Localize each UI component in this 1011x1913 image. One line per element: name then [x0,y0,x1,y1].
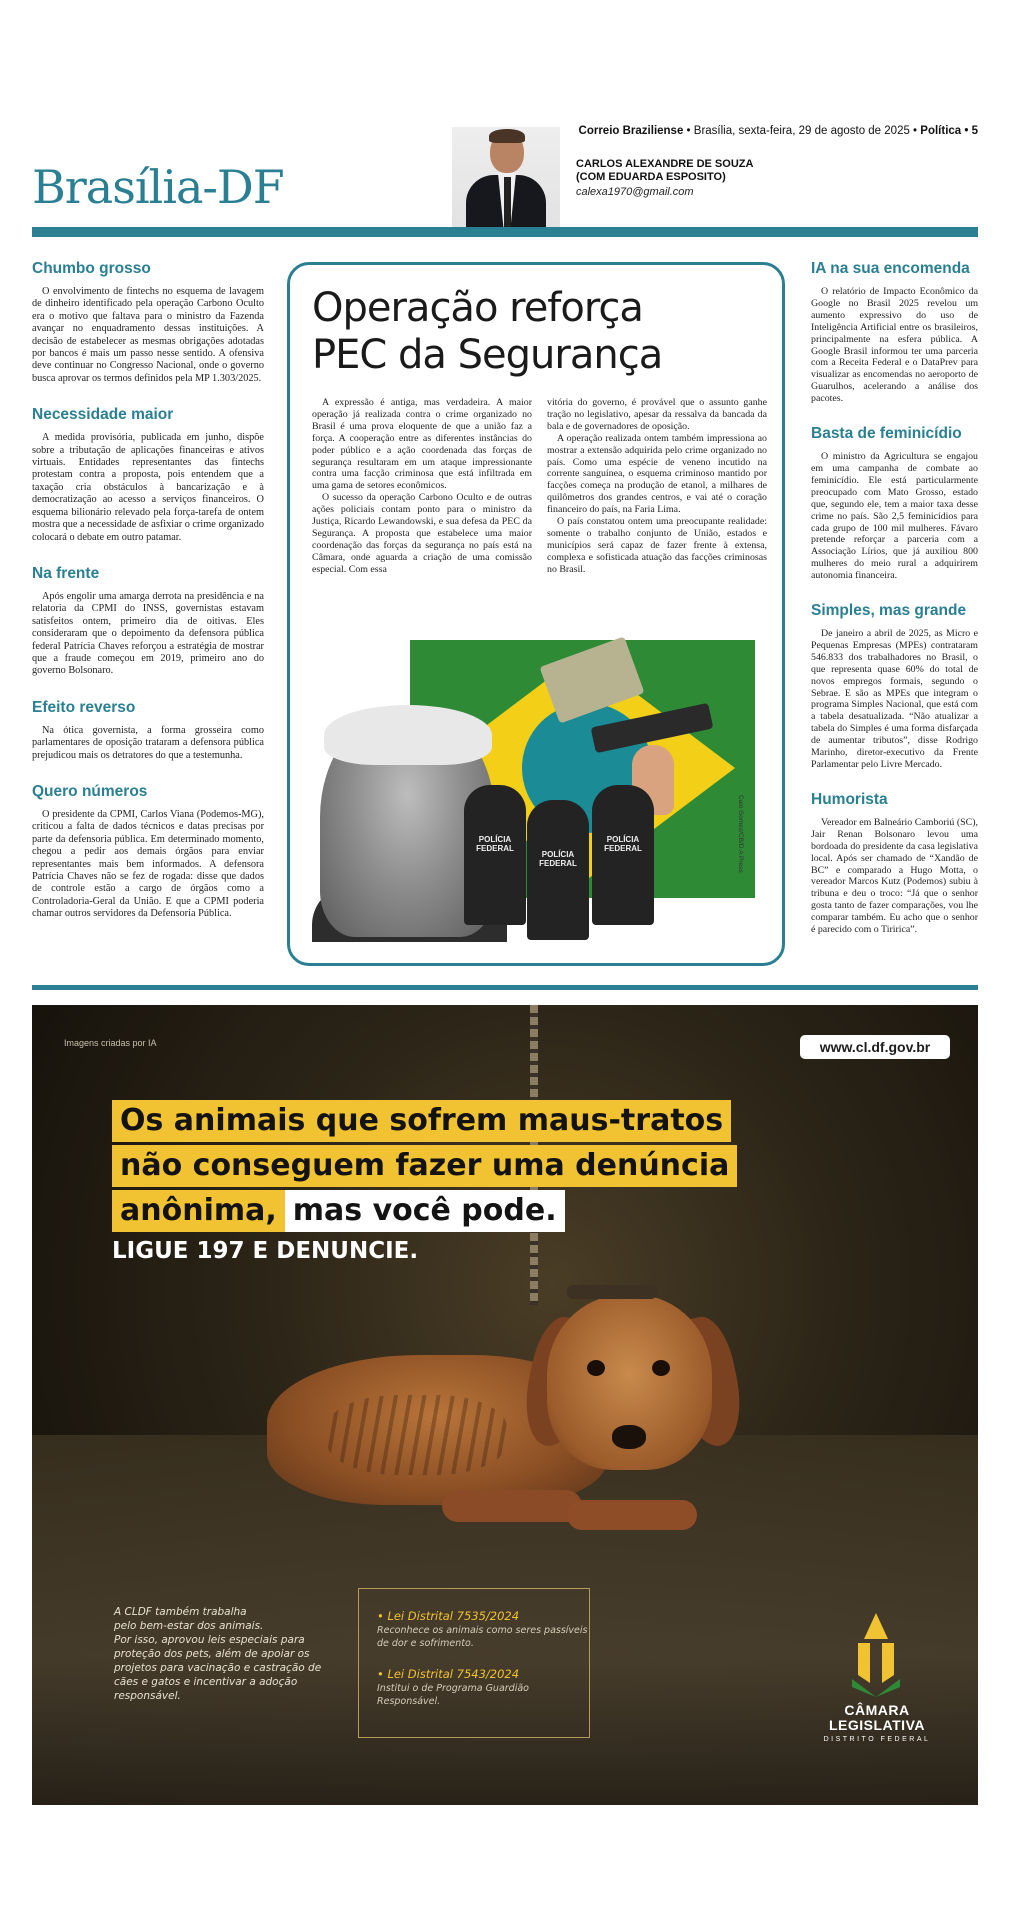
note-title: Basta de feminicídio [811,425,962,443]
article-headline [312,285,772,379]
note-title: Necessidade maior [32,406,174,424]
illustration-credit: Caio Gomez/CB/D.A Press [737,795,744,873]
note-humorista [811,791,978,936]
dog-illustration [267,1275,782,1575]
laws-box [358,1588,590,1738]
note-text: A medida provisória, publicada em junho, dispõe sobre a tributação de aplicações financeiras e ativos virtuais. Entidades representantes das fintechs protestam contra a proposta, pois entendem que a taxação cria obstáculos à bancarização e à democratização ao acesso a serviços financeiros. O esquema bilionário relevado pela força-tarefa de ontem mostra que a necessidade de asfixiar o crime organizado colocará o debate em outro patamar. [32,432,264,543]
note-chumbo-grosso [32,260,264,385]
note-necessidade-maior [32,406,264,544]
note-text: Após engolir uma amarga derrota na presidência e na relatoria da CPMI do INSS, governistas estavam satisfeitos ontem, primeiro dia de oitivas. Eles consideraram que o depoimento da defensora pública federal Patrícia Chaves reforçou a estratégia de mostrar que a fraude começou em 2019, primeiro ano do governo Bolsonaro. [32,590,264,677]
note-efeito-reverso [32,699,264,762]
author-name-line2: (COM EDUARDA ESPOSITO) [576,171,726,183]
headline-line2: PEC da Segurança [312,332,663,378]
ad-call-to-action: LIGUE 197 E DENUNCIE. [112,1238,419,1264]
note-title: Quero números [32,782,148,800]
note-basta-feminicidio [811,425,978,582]
right-column [811,260,978,956]
header-rule [32,227,978,237]
police-agent: POLÍCIA FEDERAL [592,785,654,925]
ad-body-text: A CLDF também trabalha pelo bem-estar dos animais. Por isso, aprovou leis especiais para proteção dos pets, além de apoiar os projetos para vacinação e castração de cães e gatos e incentivar a adoção responsável. [114,1606,322,1702]
note-text: O ministro da Agricultura se engajou em uma campanha de combate ao feminicídio. Ele está particularmente preocupado com Mato Grosso, estado que, segundo ele, tem a maior taxa desse crime no país. São 2,5 feminicídios para cada grupo de 100 mil mulheres. Fávaro pretende reforçar a parceria com a Associação Lírios, que já auxiliou 800 mulheres do meio rural a adquirirem autonomia financeira. [811,451,978,582]
article-illustration [312,635,760,942]
note-title: Efeito reverso [32,698,136,716]
article-paragraph: O sucesso da operação Carbono Oculto e de outras ações policiais contam ponto para o ministro da Justiça, Ricardo Lewandowski, e sua defesa da PEC da Segurança. A proposta que estabelece uma maior coordenação das forças da segurança no país está na Câmara, onde aguarda a criação de uma comissão especial. Com essa [312,492,532,575]
camara-legislativa-logo: CÂMARA LEGISLATIVA DISTRITO FEDERAL [822,1613,932,1753]
section-title: Brasília-DF [32,160,284,214]
note-title: Na frente [32,564,100,582]
dateline [579,125,978,137]
page-header [32,115,978,227]
article-paragraph: vitória do governo, é provável que o assunto ganhe tração no legislativo, apesar da ressalva da bancada da bala e de governadores de oposição. [547,397,767,432]
note-text: Na ótica governista, a forma grosseira como parlamentares de oposição trataram a defensora pública prejudicou mais os detratores do que a testemunha. [32,724,264,761]
note-text: De janeiro a abril de 2025, as Micro e Pequenas Empresas (MPEs) contrataram 546.833 dos trabalhadores no Brasil, o que representa quase 60% do total de novos empregos formais, segundo o Sebrae. E são as MPEs que integram o programa Simples Nacional, que está com a tabela desatualizada. “Não atualizar a tabela do Simples é uma forma disfarçada de aumentar tributos”, disse Rodrigo Marinho, diretor-executivo da Frente Parlamentar pelo Livre Mercado. [811,628,978,770]
note-text: Vereador em Balneário Camboriú (SC), Jair Renan Bolsonaro levou uma bordoada do presidente da casa legislativa local. Após ser chamado de “Xandão de BC” e comparado a Hugo Motta, o vereador Marcos Kutz (Podemos) subiu à tribuna e deu o troco: “Já que o senhor gosta tanto de fazer comparações, vou lhe comparar também. Eu acho que o senhor é parecido com o Tiririca”. [811,816,978,936]
section-divider [32,985,978,990]
article-paragraph: A expressão é antiga, mas verdadeira. A maior operação já realizada contra o crime organizado no Brasil é uma prova eloquente de que a união faz a força. A cooperação entre as diferentes instâncias do poder público e a ação coordenada das forças de segurança resultaram em um ataque impressionante contra uma facção criminosa que está infiltrada em uma gama de setores econômicos. [312,397,532,492]
law-7535: • Lei Distrital 7535/2024 Reconhece os animais como seres passíveis de dor e sofrimento. [377,1609,588,1649]
note-title: Humorista [811,790,888,808]
note-title: Simples, mas grande [811,602,967,620]
left-column [32,260,264,942]
ad-headline-line2: não conseguem fazer uma denúncia [112,1145,737,1187]
ad-url[interactable]: www.cl.df.gov.br [800,1035,950,1059]
note-ia-encomenda [811,260,978,405]
note-text: O envolvimento de fintechs no esquema de lavagem de dinheiro identificado pela operação Carbono Oculto era o motivo que faltava para o ministro da Fazenda avançar no enquadramento dessas instituições. A decisão de estabelecer as mesmas obrigações adotadas por bancos é mais um passo nesse sentido. A ofensiva deve continuar no Congresso Nacional, onde o governo busca aprovar os termos definidos pela MP 1.303/2025. [32,286,264,384]
headline-line1: Operação reforça [312,285,643,331]
note-na-frente [32,565,264,678]
article-paragraph: O país constatou ontem uma preocupante realidade: somente o trabalho conjunto de União, estados e municípios será capaz de fazer frente à extensa, complexa e sofisticada atuação das facções criminosas no Brasil. [547,516,767,575]
note-title: IA na sua encomenda [811,260,970,277]
article-column-2 [547,397,767,576]
author-block [576,158,753,198]
note-text: O presidente da CPMI, Carlos Viana (Podemos-MG), criticou a falta de dados técnicos e datas precisas por parte da defensoria pública. Em determinado momento, chegou a pedir aos demais órgãos para enviar representantes mais bem informados. A defensora Patrícia Chaves não se fez de rogada: disse que dados de controle estão a cargo de órgãos como a Controladoria-Geral da União. E que a CPMI poderia chamar outros servidores da Defensoria Pública. [32,808,264,920]
advertisement[interactable] [32,1005,978,1805]
main-article-box [287,262,785,966]
police-agent: POLÍCIA FEDERAL [464,785,526,925]
note-simples-grande [811,602,978,771]
ad-headline-line1: Os animais que sofrem maus-tratos [112,1100,731,1142]
author-email[interactable]: calexa1970@gmail.com [576,186,694,198]
dateline-section: Política • 5 [920,125,978,137]
author-name-line1: CARLOS ALEXANDRE DE SOUZA [576,158,754,170]
law-7543: • Lei Distrital 7543/2024 Institui o de Programa Guardião Responsável. [377,1667,529,1707]
police-agent: POLÍCIA FEDERAL [527,800,589,940]
article-column-1 [312,397,532,576]
cldf-emblem-icon [850,1613,902,1697]
ad-headline-line3: anônima, mas você pode. [112,1190,565,1232]
ad-ai-tag: Imagens criadas por IA [64,1038,157,1048]
dateline-paper: Correio Braziliense [578,125,684,137]
article-paragraph: A operação realizada ontem também impressiona ao mostrar a extensão adquirida pelo crime organizado no país. Como uma espécie de veneno incutido na corrente sanguínea, o esquema criminoso mantido por facções começa na produção de etanol, a milhares de quilômetros dos grandes centros, e vai até o coração financeiro do país, na Faria Lima. [547,432,767,516]
note-quero-numeros [32,783,264,921]
dateline-date: • Brasília, sexta-feira, 29 de agosto de 2025 • [683,125,921,137]
author-photo [452,127,560,227]
note-title: Chumbo grosso [32,260,151,277]
note-text: O relatório de Impacto Econômico da Google no Brasil 2025 revelou um aumento expressivo do uso de Inteligência Artificial entre os brasileiros, principalmente na esfera pública. A Google Brasil informou ter uma parceria com a Receita Federal e o DataPrev para visualizar as encomendas no aeroporto de Guarulhos, acelerando a análise dos pacotes. [811,286,978,405]
